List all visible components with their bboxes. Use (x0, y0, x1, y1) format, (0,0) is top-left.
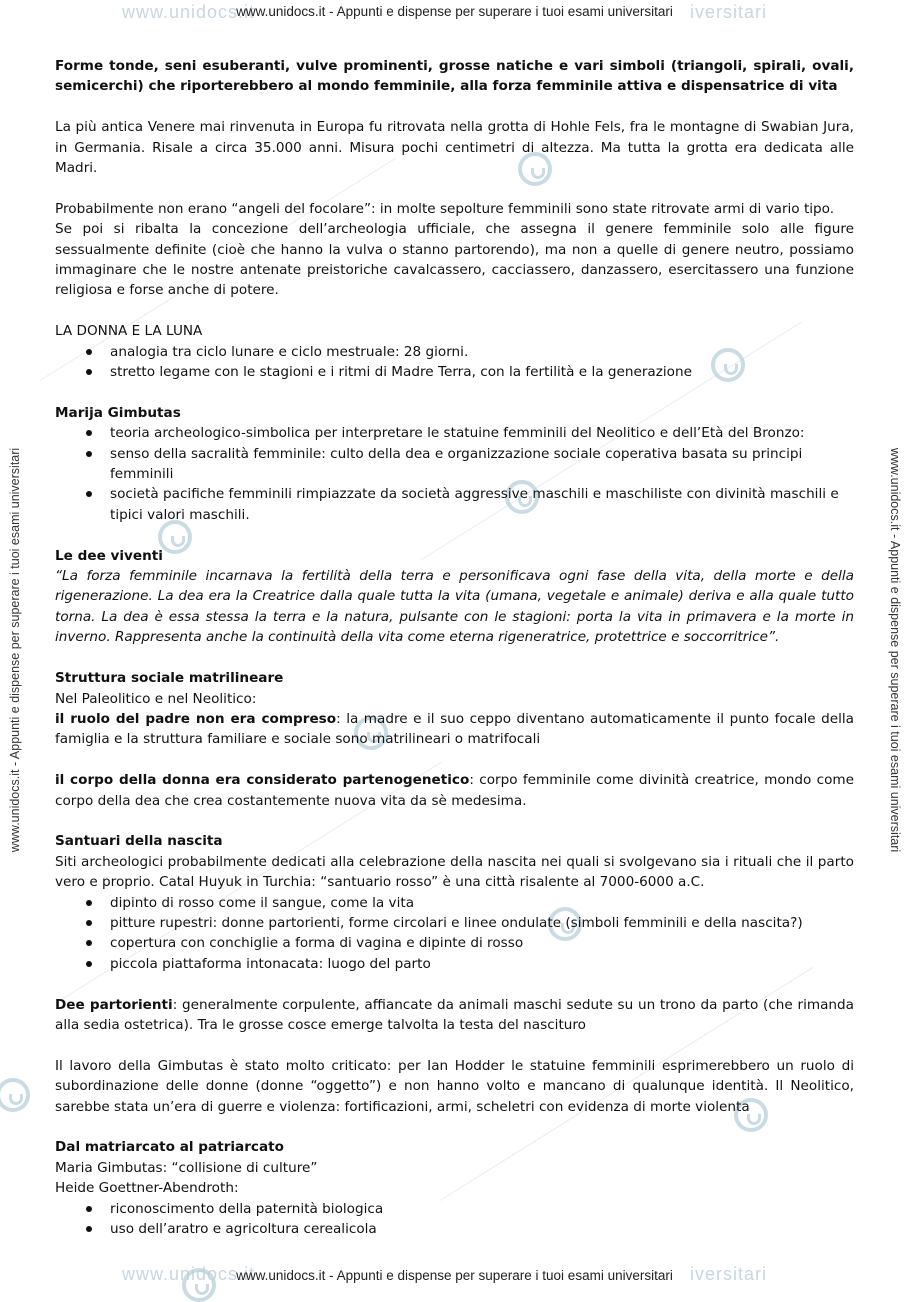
archeologia-paragraph: Se poi si ribalta la concezione dell’archeologia ufficiale, che assegna il genere femminile solo alle figure sessualmente definite (cioè che hanno la vulva o stanno partorendo), ma non a quelle di genere neutro, possiamo immaginare che le nostre antenate preistoriche cavalcassero, cacciassero, danzassero, esercitassero una funzione religiosa e forse anche di potere. (55, 221, 854, 299)
struttura-p1-text: : la madre e il suo ceppo diventano automaticamente il punto focale della famiglia e la struttura familiare e sociale sono matrilineari o matrifocali (55, 710, 855, 748)
list-item: uso dell’aratro e agricoltura cerealicola (55, 1219, 854, 1239)
watermark-left[interactable]: www.unidocs.it - Appunti e dispense per superare i tuoi esami universitari (8, 447, 22, 853)
critica-paragraph: Il lavoro della Gimbutas è stato molto criticato: per Ian Hodder le statuine femminili esprimerebbero un ruolo di subordinazione delle donne (donne “oggetto”) e non hanno volto e mancano di qualunque identità. Il Neolitico, sarebbe stata un’era di guerre e violenza: fortificazioni, armi, scheletri con evidenza di morte violenta (55, 1057, 854, 1115)
partorienti-paragraph (55, 995, 854, 1036)
watermark-ghost-text: www.unidocs.it (122, 2, 256, 22)
list-item: dipinto di rosso come il sangue, come la vita (55, 893, 854, 913)
section-heading-struttura: Struttura sociale matrilineare (55, 670, 284, 687)
partorienti-bold: Dee partorienti (55, 996, 173, 1013)
patriarcato-line-2: Heide Goettner-Abendroth: (55, 1180, 239, 1197)
list-item: società pacifiche femminili rimpiazzate da società aggressive maschili e maschiliste con divinità maschili e tipici valori maschili. (55, 484, 854, 525)
section-heading-dee-viventi: Le dee viventi (55, 547, 163, 564)
struttura-paragraph-2 (55, 770, 854, 811)
partorienti-text: : generalmente corpulente, affiancate da animali maschi sedute su un trono da parto (che rimanda alla sedia ostetrica). Tra le grosse cosce emerge talvolta la testa del nascituro (55, 996, 854, 1033)
intro-paragraph: Forme tonde, seni esuberanti, vulve prominenti, grosse natiche e vari simboli (triangoli, spirali, ovali, semicerchi) che riporterebbero al mondo femminile, alla forza femminile attiva e dispensatrice di vita (55, 58, 854, 95)
list-item: analogia tra ciclo lunare e ciclo mestruale: 28 giorni. (55, 342, 854, 362)
list-item: copertura con conchiglie a forma di vagina e dipinte di rosso (55, 933, 854, 953)
list-item: stretto legame con le stagioni e i ritmi di Madre Terra, con la fertilità e la generazione (55, 362, 854, 382)
section-heading-gimbutas: Marija Gimbutas (55, 404, 181, 421)
watermark-ghost-text: iversitari (690, 2, 768, 22)
list-item: piccola piattaforma intonacata: luogo del parto (55, 954, 854, 974)
patriarcato-list (55, 1199, 854, 1240)
venere-paragraph: La più antica Venere mai rinvenuta in Europa fu ritrovata nella grotta di Hohle Fels, fra le montagne di Swabian Jura, in Germania. Risale a circa 35.000 anni. Misura pochi centimetri di altezza. Ma tutta la grotta era dedicata alle Madri. (55, 119, 854, 177)
dee-viventi-quote: “La forza femminile incarnava la fertilità della terra e personificava ogni fase della vita, della morte e della rigenerazione. La dea era la Creatrice dalla quale tutta la vita (umana, vegetale e animale) deriva e alla quale tutto torna. La dea è essa stessa la terra e la natura, pulsante con le stagioni: porta la vita in primavera e la morte in inverno. Rappresenta anche la continuità della vita come eterna rigeneratrice, protettrice e soccorritrice”. (55, 568, 854, 646)
santuari-paragraph: Siti archeologici probabilmente dedicati alla celebrazione della nascita nei quali si svolgevano sia i rituali che il parto vero e proprio. Catal Huyuk in Turchia: “santuario rosso” è una città risalente al 7000-6000 a.C. (55, 853, 854, 891)
unidocs-logo-icon (182, 1268, 216, 1302)
gimbutas-list (55, 423, 854, 525)
list-item: pitture rupestri: donne partorienti, forme circolari e linee ondulate (simboli femminili e della nascita?) (55, 913, 854, 933)
struttura-p1-bold: il ruolo del padre non era compreso (55, 710, 337, 727)
struttura-paragraph-1 (55, 709, 854, 750)
list-item: riconoscimento della paternità biologica (55, 1199, 854, 1219)
section-heading-patriarcato: Dal matriarcato al patriarcato (55, 1139, 285, 1156)
section-heading-santuari: Santuari della nascita (55, 833, 223, 850)
watermark-ghost-text: iversitari (690, 1264, 768, 1284)
patriarcato-line-1: Maria Gimbutas: “collisione di culture” (55, 1159, 318, 1176)
luna-list (55, 342, 854, 383)
angeli-paragraph: Probabilmente non erano “angeli del focolare”: in molte sepolture femminili sono state ritrovate armi di vario tipo. (55, 200, 835, 217)
struttura-p2-bold: il corpo della donna era considerato partenogenetico (55, 772, 470, 789)
list-item: senso della sacralità femminile: culto della dea e organizzazione sociale coperativa basata su principi femminili (55, 444, 854, 485)
watermark-footer[interactable]: www.unidocs.it - Appunti e dispense per superare i tuoi esami universitari (236, 1268, 673, 1283)
section-heading-luna: LA DONNA E LA LUNA (55, 323, 203, 340)
watermark-ghost-text: www.unidocs.it (122, 1264, 256, 1284)
watermark-right[interactable]: www.unidocs.it - Appunti e dispense per superare i tuoi esami universitari (888, 447, 902, 853)
santuari-list (55, 893, 854, 975)
unidocs-logo-icon (0, 1078, 30, 1112)
watermark-header[interactable]: www.unidocs.it - Appunti e dispense per superare i tuoi esami universitari (236, 4, 673, 19)
struttura-subtitle: Nel Paleolitico e nel Neolitico: (55, 690, 257, 707)
struttura-p2-text: : corpo femminile come divinità creatrice, mondo come corpo della dea che crea costantemente nuova vita da sè medesima. (55, 772, 854, 809)
document-body (55, 56, 854, 1239)
list-item: teoria archeologico-simbolica per interpretare le statuine femminili del Neolitico e dell’Età del Bronzo: (55, 423, 854, 443)
